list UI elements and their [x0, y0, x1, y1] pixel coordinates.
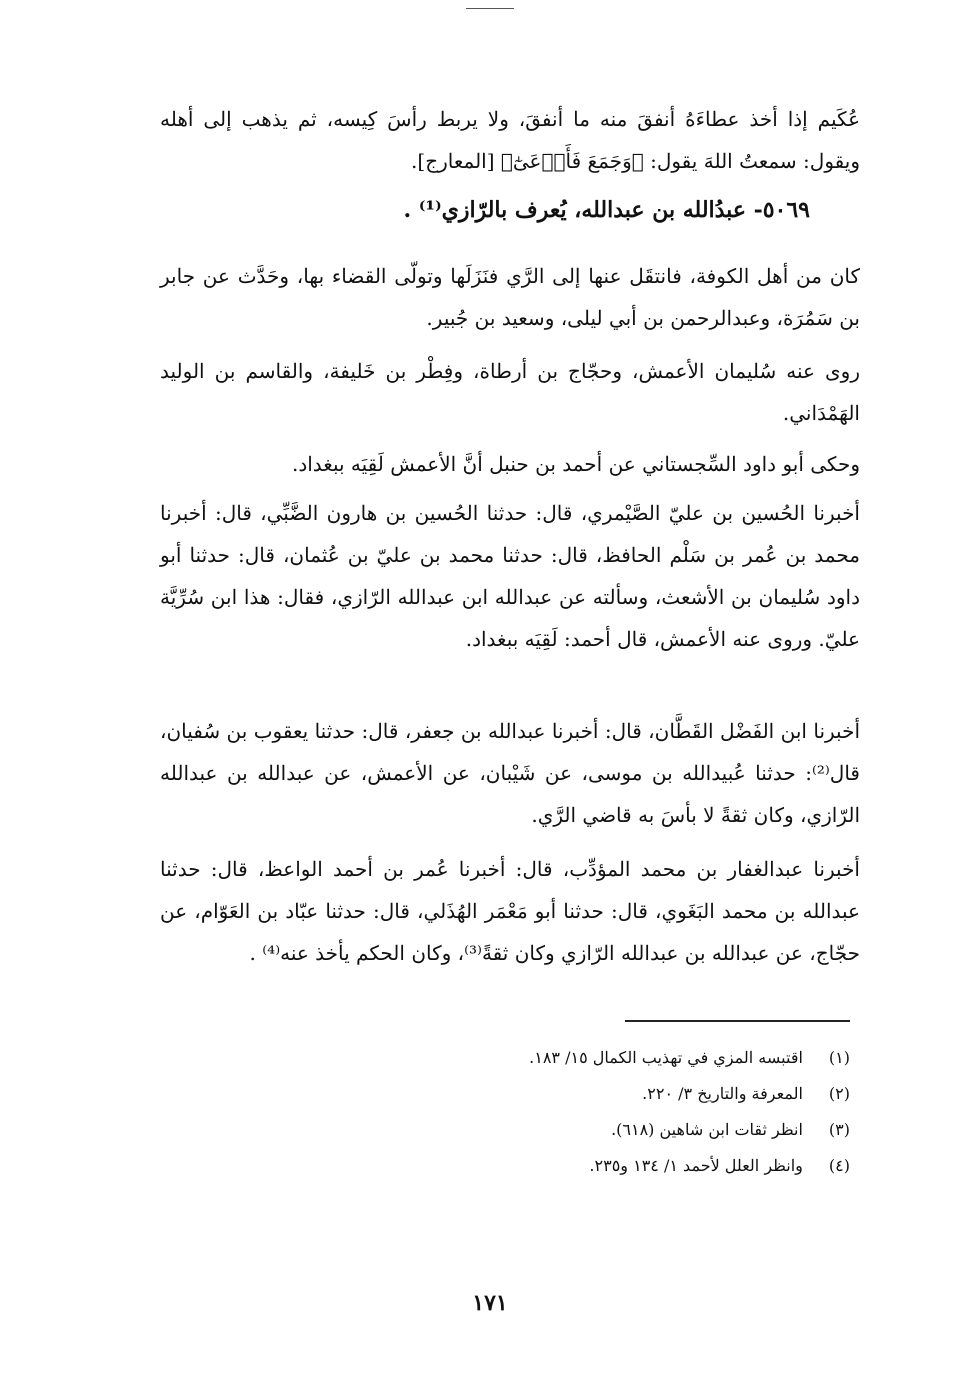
paragraph-biography: كان من أهل الكوفة، فانتقَل عنها إلى الرَّي فنَزَلَها وتولّى القضاء بها، وحَدَّث عن جابر بن سَمُرَة، وعبدالرحمن بن أبي ليلى، وسعيد بن جُبير.: [160, 264, 860, 330]
footnote-number: (٣): [828, 1120, 850, 1139]
paragraph-isnad-1: أخبرنا الحُسين بن عليّ الصَّيْمري، قال: حدثنا الحُسين بن هارون الضَّبِّي، قال: أخبرنا محمد بن عُمر بن سَلْم الحافظ، قال: حدثنا محمد بن عليّ بن عُثمان، قال: حدثنا أبو داود سُليمان بن الأشعث، وسألته عن عبدالله ابن عبدالله الرّازي، فقال: هذا ابن سُرِّيَّة عليّ. وروى عنه الأعمش، قال أحمد: لَقِيَه ببغداد.: [160, 501, 860, 651]
footnote-number: (١): [828, 1048, 850, 1067]
footnote-3: [300, 1112, 850, 1148]
footnote-text: اقتبسه المزي في تهذيب الكمال ١٥/ ١٨٣.: [529, 1048, 803, 1067]
paragraph-isnad-3: أخبرنا عبدالغفار بن محمد المؤدِّب، قال: أخبرنا عُمر بن أحمد الواعظ، قال: حدثنا عبدالله بن محمد البَغَوي، قال: حدثنا أبو مَعْمَر الهُذَلي، قال: حدثنا عبّاد بن العَوّام، عن حجّاج، عن عبدالله بن عبدالله الرّازي وكان ثقةً⁽³⁾، وكان الحكم يأخذ عنه⁽⁴⁾ .: [160, 857, 860, 965]
footnote-4: [300, 1148, 850, 1184]
footnote-1: [300, 1040, 850, 1076]
footnote-text: وانظر العلل لأحمد ١/ ١٣٤ و٢٣٥.: [589, 1156, 803, 1175]
footnote-number: (٢): [828, 1084, 850, 1103]
page-number: ١٧١: [472, 1290, 508, 1316]
footnote-separator: [625, 1020, 850, 1022]
entry-heading: ٥٠٦٩- عبدُالله بن عبدالله، يُعرف بالرّازي⁽¹⁾ .: [403, 197, 810, 223]
footnote-number: (٤): [828, 1156, 850, 1175]
footnote-text: انظر ثقات ابن شاهين (٦١٨).: [611, 1120, 803, 1139]
footnotes: [300, 1040, 850, 1184]
paragraph-isnad-2: أخبرنا ابن الفَضْل القَطَّان، قال: أخبرنا عبدالله بن جعفر، قال: حدثنا يعقوب بن سُفيان، قال⁽²⁾: حدثنا عُبيدالله بن موسى، عن شَيْبان، عن الأعمش، عن عبدالله بن عبدالله الرّازي، وكان ثقةً لا بأسَ به قاضي الرَّي.: [160, 719, 860, 827]
paragraph-intro: عُكَيم إذا أخذ عطاءَهُ أنفقَ منه ما أنفقَ، ولا يربط رأسَ كِيسه، ثم يذهب إلى أهله ويقول: سمعتُ اللهَ يقول: ﴿وَجَمَعَ فَأَوۡعَىٰٓ﴾ [المعارج].: [160, 107, 860, 173]
paragraph-narrators: روى عنه سُليمان الأعمش، وحجّاج بن أرطاة، وفِطْر بن خَليفة، والقاسم بن الوليد الهَمْدَاني.: [160, 359, 860, 425]
top-rule: [466, 8, 514, 9]
paragraph-sijistani: وحكى أبو داود السِّجستاني عن أحمد بن حنبل أنَّ الأعمش لَقِيَه ببغداد.: [291, 452, 860, 476]
footnote-2: [300, 1076, 850, 1112]
footnote-text: المعرفة والتاريخ ٣/ ٢٢٠.: [642, 1084, 803, 1103]
